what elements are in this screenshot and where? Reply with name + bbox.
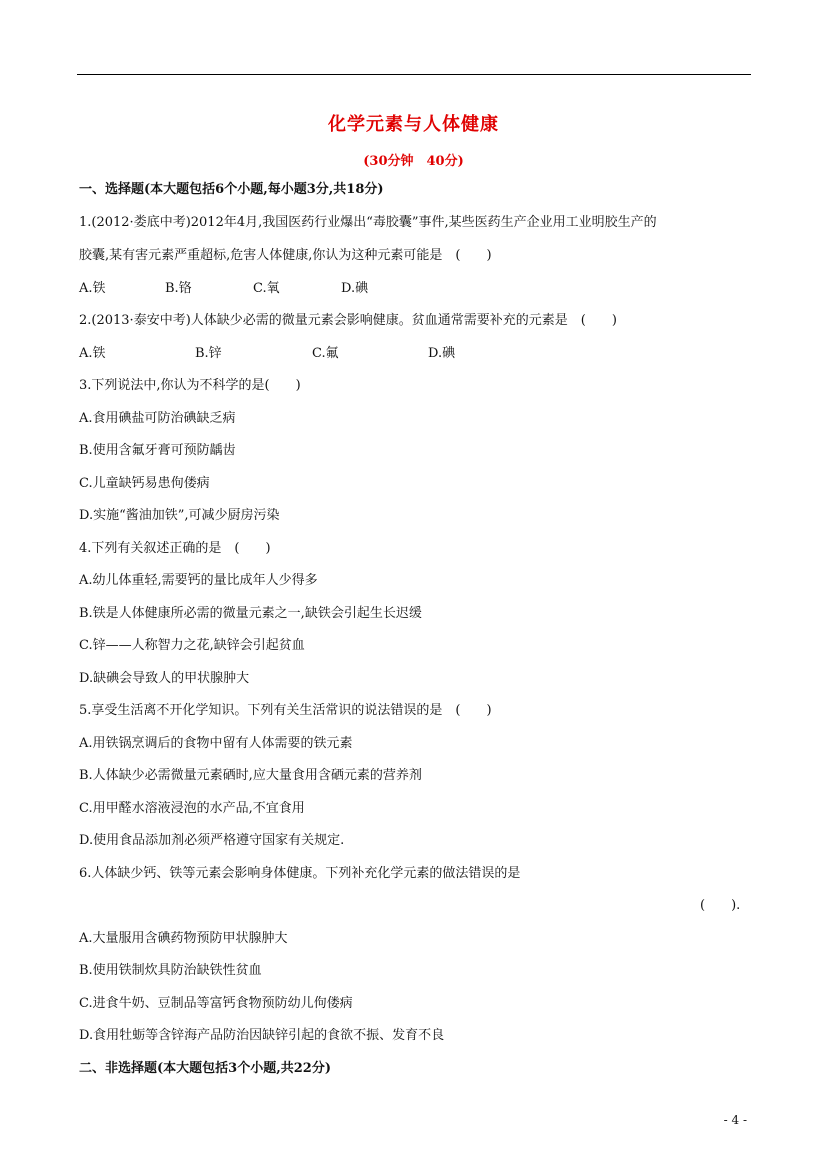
question-5: 5.享受生活离不开化学知识。下列有关生活常识的说法错误的是 ( ): [79, 703, 492, 718]
q5-option-d: D.使用食品添加剂必须严格遵守国家有关规定.: [79, 833, 345, 848]
q6-option-d: D.食用牡蛎等含锌海产品防治因缺锌引起的食欲不振、发育不良: [79, 1028, 445, 1043]
question-1-line-1: 1.(2012·娄底中考)2012年4月,我国医药行业爆出“毒胶囊”事件,某些医药生产企业用工业明胶生产的: [79, 215, 657, 230]
page-title: 化学元素与人体健康: [328, 114, 499, 135]
q1-option-c: C.氧: [253, 281, 280, 296]
question-3: 3.下列说法中,你认为不科学的是( ): [79, 378, 301, 393]
q2-option-d: D.碘: [428, 346, 456, 361]
q4-option-d: D.缺碘会导致人的甲状腺肿大: [79, 671, 250, 686]
question-6: 6.人体缺少钙、铁等元素会影响身体健康。下列补充化学元素的做法错误的是: [79, 866, 521, 881]
q4-option-a: A.幼儿体重轻,需要钙的量比成年人少得多: [79, 573, 318, 588]
q6-answer-paren: ( ).: [700, 898, 741, 913]
q6-option-b: B.使用铁制炊具防治缺铁性贫血: [79, 963, 262, 978]
question-4: 4.下列有关叙述正确的是 ( ): [79, 541, 271, 556]
page-subtitle: (30分钟 40分): [363, 154, 464, 169]
q5-option-b: B.人体缺少必需微量元素硒时,应大量食用含硒元素的营养剂: [79, 768, 422, 783]
q3-option-b: B.使用含氟牙膏可预防龋齿: [79, 443, 236, 458]
section-heading-1: 一、选择题(本大题包括6个小题,每小题3分,共18分): [79, 182, 384, 197]
q2-option-c: C.氟: [312, 346, 339, 361]
q2-option-b: B.锌: [195, 346, 222, 361]
q3-option-a: A.食用碘盐可防治碘缺乏病: [79, 411, 236, 426]
question-1-line-2: 胶囊,某有害元素严重超标,危害人体健康,你认为这种元素可能是 ( ): [79, 248, 492, 263]
q1-option-d: D.碘: [341, 281, 369, 296]
header-rule: [77, 74, 751, 75]
q1-option-a: A.铁: [79, 281, 106, 296]
question-2: 2.(2013·泰安中考)人体缺少必需的微量元素会影响健康。贫血通常需要补充的元素是 ( ): [79, 313, 617, 328]
section-heading-2: 二、非选择题(本大题包括3个小题,共22分): [79, 1061, 331, 1076]
q2-option-a: A.铁: [79, 346, 106, 361]
page-number: - 4 -: [723, 1113, 747, 1127]
q6-option-c: C.进食牛奶、豆制品等富钙食物预防幼儿佝偻病: [79, 996, 353, 1011]
q3-option-d: D.实施“酱油加铁”,可减少厨房污染: [79, 508, 280, 523]
q4-option-c: C.锌——人称智力之花,缺锌会引起贫血: [79, 638, 305, 653]
q6-option-a: A.大量服用含碘药物预防甲状腺肿大: [79, 931, 288, 946]
q3-option-c: C.儿童缺钙易患佝偻病: [79, 476, 210, 491]
q5-option-c: C.用甲醛水溶液浸泡的水产品,不宜食用: [79, 801, 305, 816]
q4-option-b: B.铁是人体健康所必需的微量元素之一,缺铁会引起生长迟缓: [79, 606, 422, 621]
q1-option-b: B.铬: [165, 281, 192, 296]
q5-option-a: A.用铁锅烹调后的食物中留有人体需要的铁元素: [79, 736, 353, 751]
